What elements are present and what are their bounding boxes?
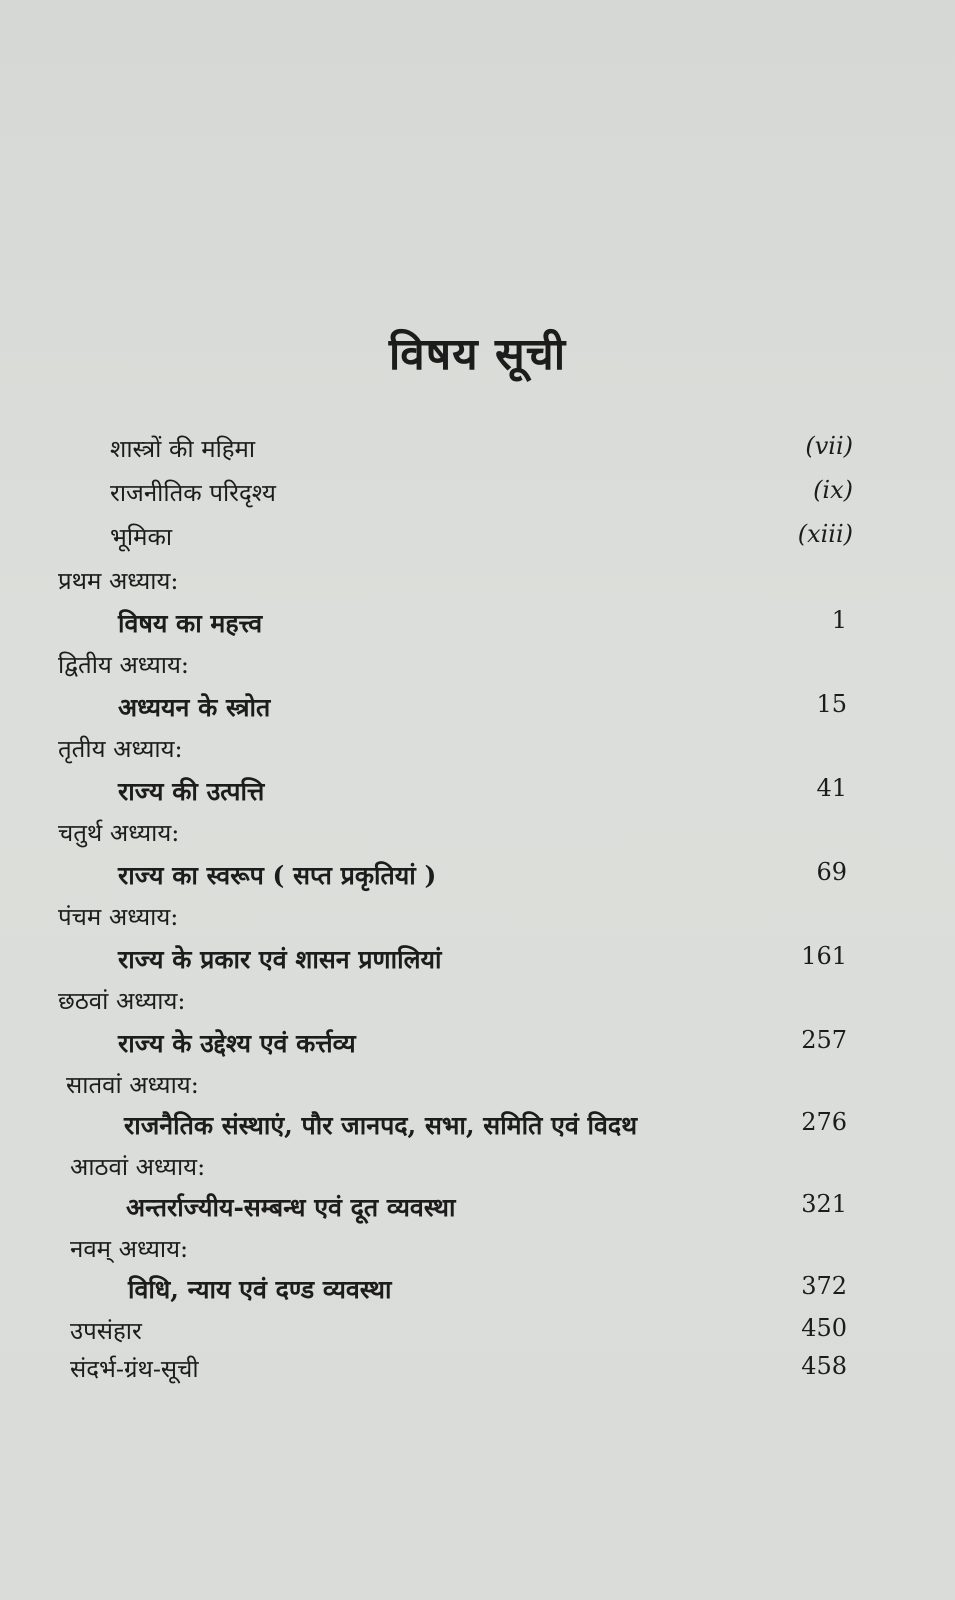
topic-page-number: 69 — [816, 858, 847, 886]
chapter-heading — [0, 648, 955, 688]
topic-page-number: 1 — [831, 606, 847, 634]
chapter-topic — [0, 1108, 955, 1148]
entry-page-number: (xiii) — [797, 520, 853, 548]
chapter-heading-label: नवम् अध्याय: — [70, 1235, 189, 1263]
chapter-heading — [0, 1150, 955, 1190]
chapter-heading — [0, 900, 955, 940]
entry-page-number: (ix) — [813, 476, 853, 504]
chapter-heading — [0, 816, 955, 856]
chapter-heading — [0, 1232, 955, 1272]
chapter-heading — [0, 732, 955, 772]
chapter-topic — [0, 858, 955, 898]
toc-entry — [0, 476, 955, 516]
topic-label: राज्य के उद्देश्य एवं कर्त्तव्य — [118, 1029, 356, 1058]
chapter-topic — [0, 1026, 955, 1066]
chapter-heading-label: तृतीय अध्याय: — [58, 735, 183, 763]
toc-entry — [0, 520, 955, 560]
chapter-topic — [0, 942, 955, 982]
entry-page-number: (vii) — [805, 432, 853, 460]
topic-label: राज्य की उत्पत्ति — [118, 777, 265, 806]
chapter-heading — [0, 1068, 955, 1108]
chapter-topic — [0, 1272, 955, 1312]
chapter-heading-label: सातवां अध्याय: — [66, 1071, 199, 1099]
topic-page-number: 15 — [816, 690, 847, 718]
topic-label: विषय का महत्त्व — [118, 609, 263, 638]
chapter-heading-label: पंचम अध्याय: — [58, 903, 179, 931]
entry-label: संदर्भ-ग्रंथ-सूची — [70, 1355, 199, 1383]
topic-label: अन्तर्राज्यीय-सम्बन्ध एवं दूत व्यवस्था — [126, 1193, 456, 1222]
chapter-heading-label: द्वितीय अध्याय: — [58, 651, 189, 679]
topic-page-number: 321 — [801, 1190, 847, 1218]
page-title: विषय सूची — [388, 329, 567, 380]
topic-label: राज्य के प्रकार एवं शासन प्रणालियां — [118, 945, 442, 974]
chapter-topic — [0, 606, 955, 646]
entry-label: राजनीतिक परिदृश्य — [110, 479, 276, 507]
topic-page-number: 41 — [816, 774, 847, 802]
chapter-heading — [0, 984, 955, 1024]
entry-page-number: 450 — [801, 1314, 847, 1342]
chapter-heading-label: छठवां अध्याय: — [58, 987, 186, 1015]
topic-page-number: 372 — [801, 1272, 847, 1300]
topic-page-number: 161 — [801, 942, 847, 970]
entry-label: उपसंहार — [70, 1317, 142, 1345]
entry-label: भूमिका — [110, 523, 173, 551]
toc-entry — [0, 1352, 955, 1392]
topic-page-number: 257 — [801, 1026, 847, 1054]
topic-label: राज्य का स्वरूप ( सप्त प्रकृतियां ) — [118, 861, 437, 890]
toc-entry — [0, 432, 955, 472]
chapter-topic — [0, 690, 955, 730]
topic-page-number: 276 — [801, 1108, 847, 1136]
chapter-topic — [0, 774, 955, 814]
toc-entry — [0, 1314, 955, 1354]
chapter-heading-label: प्रथम अध्याय: — [58, 567, 179, 595]
topic-label: विधि, न्याय एवं दण्ड व्यवस्था — [128, 1275, 392, 1304]
entry-page-number: 458 — [801, 1352, 847, 1380]
entry-label: शास्त्रों की महिमा — [110, 435, 256, 463]
chapter-heading-label: चतुर्थ अध्याय: — [58, 819, 180, 847]
topic-label: राजनैतिक संस्थाएं, पौर जानपद, सभा, समिति एवं विदथ — [124, 1111, 638, 1140]
chapter-heading-label: आठवां अध्याय: — [70, 1153, 206, 1181]
topic-label: अध्ययन के स्त्रोत — [118, 693, 271, 722]
chapter-topic — [0, 1190, 955, 1230]
chapter-heading — [0, 564, 955, 604]
